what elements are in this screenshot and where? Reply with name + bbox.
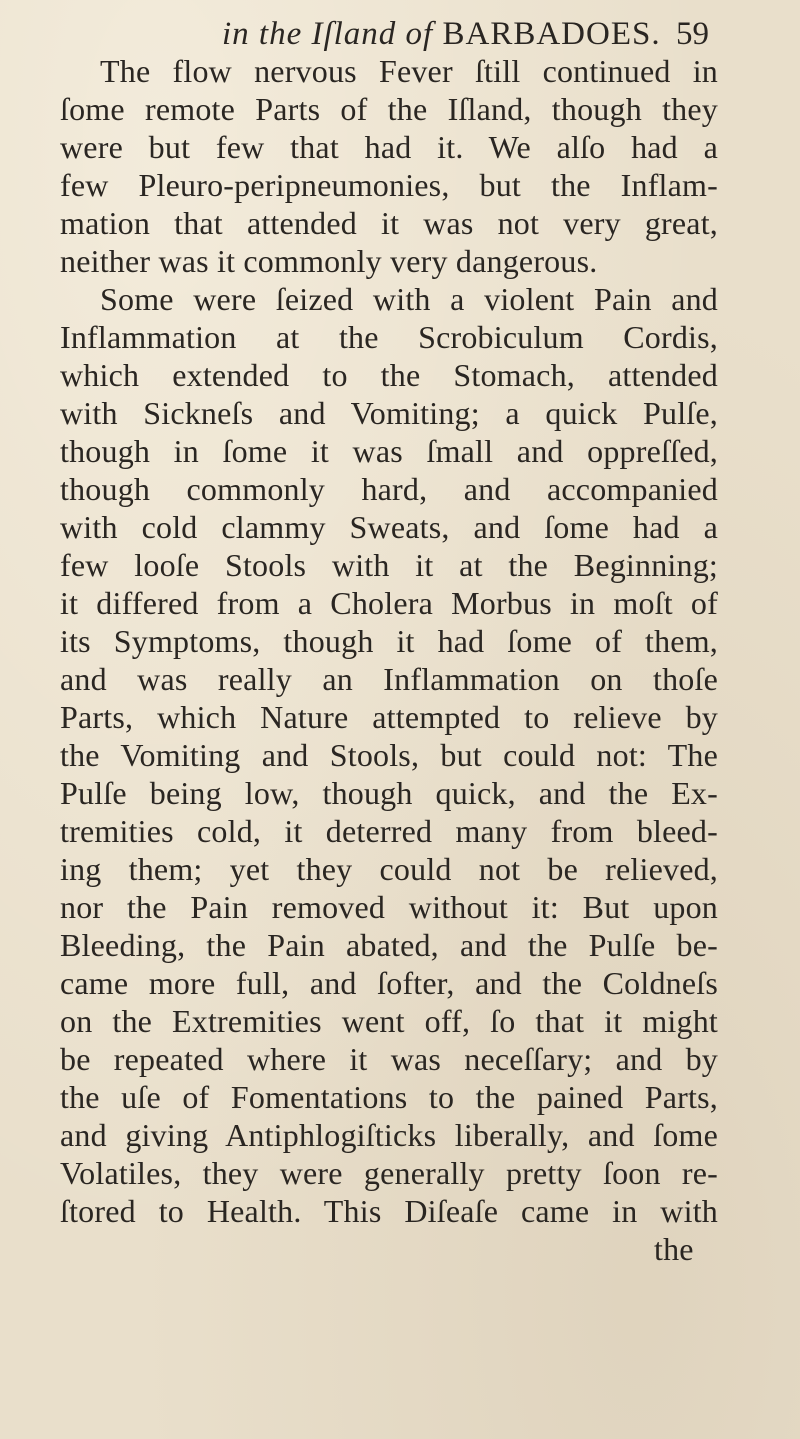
running-head — [222, 16, 661, 53]
page-number: 59 — [676, 16, 709, 52]
text-line: neither was it commonly very dangerous. — [60, 243, 598, 279]
text-line: on the Extremities went off, ſo that it might — [60, 1003, 718, 1039]
running-head-caps: BARBADOES. — [442, 16, 661, 52]
page-header — [0, 14, 800, 54]
text-line: ſome remote Parts of the Iſland, though they — [60, 91, 718, 127]
text-line: Inflammation at the Scrobiculum Cordis, — [60, 319, 718, 355]
text-line: its Symptoms, though it had ſome of them, — [60, 623, 718, 659]
text-line: were but few that had it. We alſo had a — [60, 129, 718, 165]
text-line: tremities cold, it deterred many from bleed- — [60, 813, 718, 849]
text-line: with cold clammy Sweats, and ſome had a — [60, 509, 718, 545]
text-line: The flow nervous Fever ſtill continued in — [100, 53, 718, 89]
text-line: few Pleuro-peripneumonies, but the Inflam- — [60, 167, 718, 203]
text-line: though in ſome it was ſmall and oppreſſed, — [60, 433, 718, 469]
text-line: with Sickneſs and Vomiting; a quick Pulſe, — [60, 395, 718, 431]
text-line: Bleeding, the Pain abated, and the Pulſe be- — [60, 927, 718, 963]
text-line: the uſe of Fomentations to the pained Parts, — [60, 1079, 718, 1115]
text-line: ſtored to Health. This Diſeaſe came in with — [60, 1193, 718, 1229]
text-line: Some were ſeized with a violent Pain and — [100, 281, 718, 317]
text-line: Parts, which Nature attempted to relieve by — [60, 699, 718, 735]
text-line: nor the Pain removed without it: But upon — [60, 889, 718, 925]
text-line: Volatiles, they were generally pretty ſoon re- — [60, 1155, 718, 1191]
text-line: be repeated where it was neceſſary; and by — [60, 1041, 718, 1077]
catchword: the — [654, 1231, 694, 1267]
running-head-italic: in the Iſland of — [222, 16, 434, 52]
text-line: came more full, and ſofter, and the Coldneſs — [60, 965, 718, 1001]
text-line: which extended to the Stomach, attended — [60, 357, 718, 393]
text-line: it differed from a Cholera Morbus in moſt of — [60, 585, 718, 621]
text-line: and giving Antiphlogiſticks liberally, and ſome — [60, 1117, 718, 1153]
text-line: mation that attended it was not very great, — [60, 205, 718, 241]
text-line: few looſe Stools with it at the Beginning; — [60, 547, 718, 583]
text-line: the Vomiting and Stools, but could not: The — [60, 737, 718, 773]
text-line: and was really an Inflammation on thoſe — [60, 661, 718, 697]
text-line: Pulſe being low, though quick, and the Ex- — [60, 775, 718, 811]
text-line: though commonly hard, and accompanied — [60, 471, 718, 507]
text-line: ing them; yet they could not be relieved, — [60, 851, 718, 887]
